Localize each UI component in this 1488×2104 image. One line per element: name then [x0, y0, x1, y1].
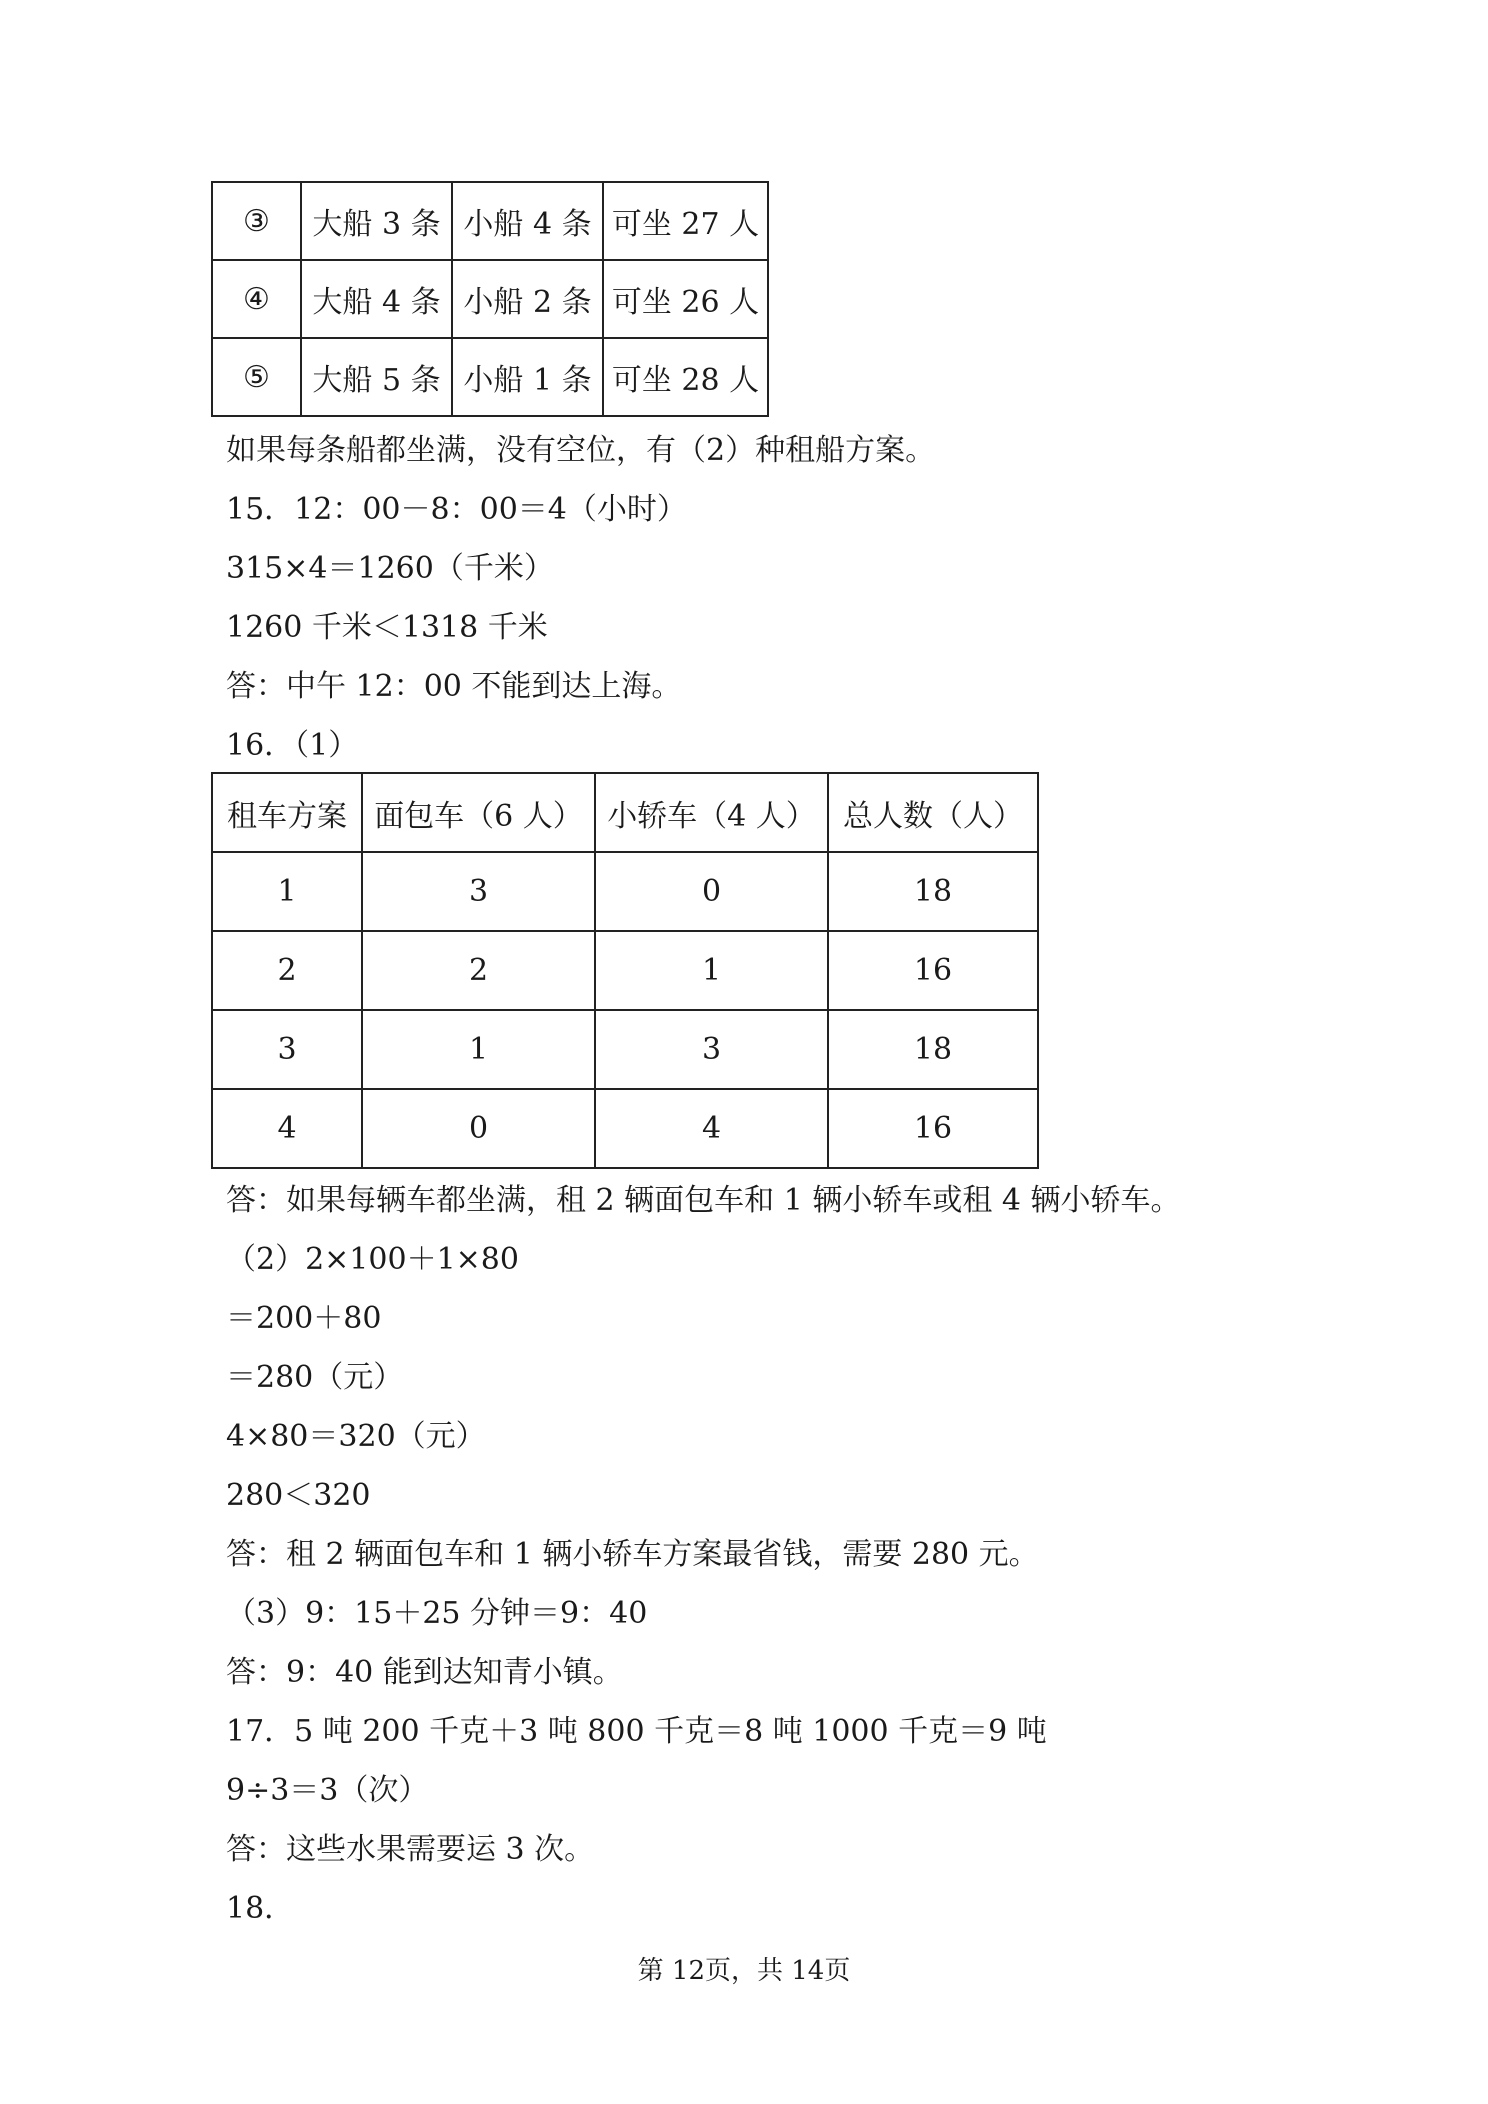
table-cell: 3 — [595, 1010, 828, 1089]
text-line: 如果每条船都坐满，没有空位，有（2）种租船方案。 — [226, 433, 936, 468]
table-cell: 1 — [212, 852, 362, 931]
text-line: 答：9：40 能到达知青小镇。 — [226, 1655, 623, 1690]
text-line: ＝280（元） — [226, 1360, 404, 1395]
table-cell: 小船 4 条 — [452, 182, 603, 260]
car-rental-table — [211, 772, 1039, 1169]
table-header-row — [212, 773, 1038, 852]
text-line: 9÷3＝3（次） — [226, 1773, 429, 1808]
table-cell: 0 — [362, 1089, 595, 1168]
text-line: 答：这些水果需要运 3 次。 — [226, 1832, 595, 1867]
text-line: 答：中午 12：00 不能到达上海。 — [226, 669, 682, 704]
table-cell: 16 — [828, 931, 1038, 1010]
table-cell: ③ — [212, 182, 301, 260]
table-cell: 1 — [595, 931, 828, 1010]
table-cell: 大船 3 条 — [301, 182, 452, 260]
text-line: 17．5 吨 200 千克＋3 吨 800 千克＝8 吨 1000 千克＝9 吨 — [226, 1714, 1047, 1749]
text-line: 18． — [226, 1891, 295, 1926]
page-footer: 第 12页，共 14页 — [637, 1956, 851, 1986]
text-line: （3）9：15＋25 分钟＝9：40 — [226, 1596, 648, 1631]
table-cell: 可坐 26 人 — [603, 260, 768, 338]
table-cell: 3 — [362, 852, 595, 931]
table-row — [212, 1010, 1038, 1089]
text-line: 16．（1） — [226, 728, 359, 763]
table-row — [212, 1089, 1038, 1168]
table-cell: 18 — [828, 852, 1038, 931]
table-header-cell: 小轿车（4 人） — [595, 773, 828, 852]
text-line: （2）2×100＋1×80 — [226, 1242, 519, 1277]
table-row — [212, 260, 768, 338]
boat-plan-table — [211, 181, 769, 417]
text-line: 280＜320 — [226, 1478, 371, 1513]
text-line: 答：如果每辆车都坐满，租 2 辆面包车和 1 辆小轿车或租 4 辆小轿车。 — [226, 1183, 1181, 1218]
table-cell: ④ — [212, 260, 301, 338]
table-cell: 2 — [212, 931, 362, 1010]
table-cell: ⑤ — [212, 338, 301, 416]
table-row — [212, 852, 1038, 931]
table-cell: 大船 5 条 — [301, 338, 452, 416]
table-header-cell: 面包车（6 人） — [362, 773, 595, 852]
text-line: 答：租 2 辆面包车和 1 辆小轿车方案最省钱，需要 280 元。 — [226, 1537, 1039, 1572]
table-cell: 16 — [828, 1089, 1038, 1168]
table-cell: 1 — [362, 1010, 595, 1089]
text-line: 1260 千米＜1318 千米 — [226, 610, 548, 645]
text-line: 315×4＝1260（千米） — [226, 551, 554, 586]
table-cell: 小船 1 条 — [452, 338, 603, 416]
table-row — [212, 338, 768, 416]
table-cell: 大船 4 条 — [301, 260, 452, 338]
table-row — [212, 182, 768, 260]
table-cell: 2 — [362, 931, 595, 1010]
table-row — [212, 931, 1038, 1010]
table-cell: 3 — [212, 1010, 362, 1089]
text-line: 15．12：00－8：00＝4（小时） — [226, 492, 687, 527]
text-line: ＝200＋80 — [226, 1301, 382, 1336]
table-cell: 18 — [828, 1010, 1038, 1089]
table-cell: 可坐 27 人 — [603, 182, 768, 260]
table-cell: 4 — [212, 1089, 362, 1168]
table-cell: 可坐 28 人 — [603, 338, 768, 416]
table-header-cell: 租车方案 — [212, 773, 362, 852]
table-header-cell: 总人数（人） — [828, 773, 1038, 852]
table-cell: 小船 2 条 — [452, 260, 603, 338]
table-cell: 0 — [595, 852, 828, 931]
table-cell: 4 — [595, 1089, 828, 1168]
text-line: 4×80＝320（元） — [226, 1419, 486, 1454]
